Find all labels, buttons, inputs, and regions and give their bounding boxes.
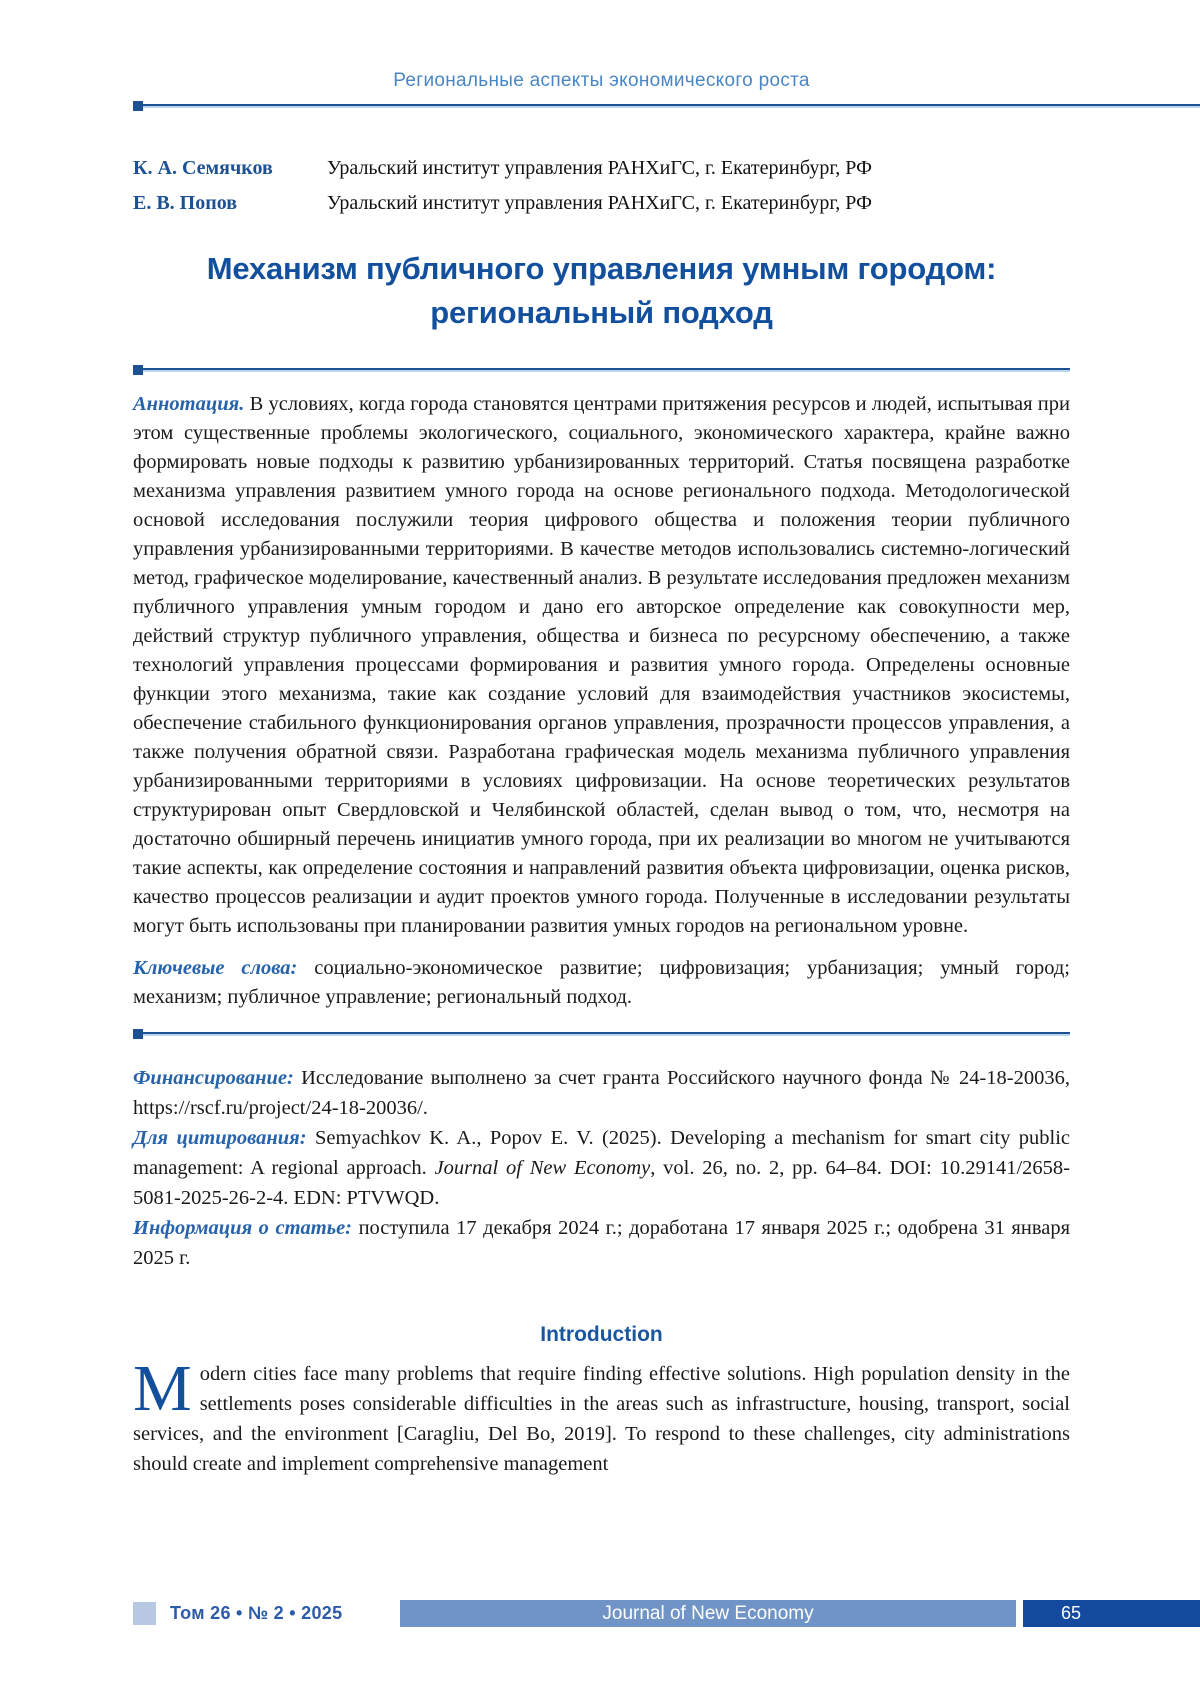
running-head: Региональные аспекты экономического роста: [393, 70, 810, 91]
abstract-text: В условиях, когда города становятся центрами притяжения ресурсов и людей, испытывая при этом существенные проблемы экологического, социального, экономического характера, крайне важно формировать новые подходы к развитию урбанизированных территорий. Статья посвящена разработке механизма управления развитием умного города на основе регионального подхода. Методологической основой исследования послужили теория цифрового общества и положения теории публичного управления урбанизированными территориями. В качестве методов использовались системно-логический метод, графическое моделирование, качественный анализ. В результате исследования предложен механизм публичного управления умным городом и дано его авторское определение как совокупности мер, действий структур публичного управления, общества и бизнеса по ресурсному обеспечению, а также технологий управления процессами формирования и развития умного города. Определены основные функции этого механизма, такие как создание условий для взаимодействия участников экосистемы, обеспечение стабильного функционирования органов управления, прозрачности процессов управления, а также получения обратной связи. Разработана графическая модель механизма публичного управления урбанизированными территориями в условиях цифровизации. На основе теоретических результатов структурирован опыт Свердловской и Челябинской областей, сделан вывод о том, что, несмотря на достаточно обширный перечень инициатив умного города, при их реализации во многом не учитываются такие аспекты, как определение состояния и направлений развития объекта цифровизации, оценка рисков, качество процессов реализации и аудит проектов умного города. Полученные в исследовании результаты могут быть использованы при планировании развития умных городов на региональном уровне.: [133, 393, 1070, 937]
article-info-label: Информация о статье:: [133, 1217, 353, 1239]
author-affiliation: Уральский институт управления РАНХиГС, г. Екатеринбург, РФ: [327, 157, 872, 179]
abstract-paragraph: [133, 390, 1070, 941]
citation-journal-name: Journal of New Economy: [434, 1157, 651, 1179]
introduction-text: odern cities face many problems that require finding effective solutions. High population density in the settlements poses considerable difficulties in the areas such as infrastructure, housing, transport, social services, and the environment [Caragliu, Del Bo, 2019]. To respond to these challenges, city administrations should create and implement comprehensive management: [133, 1363, 1070, 1475]
author-row: [133, 151, 1070, 186]
citation-paragraph: [133, 1123, 1070, 1213]
author-affiliation: Уральский институт управления РАНХиГС, г. Екатеринбург, РФ: [327, 192, 872, 214]
article-meta-block: [133, 1063, 1070, 1273]
keywords-divider-rule: [133, 1029, 1070, 1039]
introduction-paragraph: [133, 1352, 1070, 1479]
article-title: [133, 247, 1070, 335]
article-info-text: поступила 17 декабря 2024 г.; доработана 17 января 2025 г.; одобрена 31 января 2025 г.: [133, 1217, 1071, 1269]
article-title-line1: Механизм публичного управления умным городом:: [206, 251, 997, 286]
page-footer: [0, 1600, 1200, 1627]
authors-block: [133, 151, 1070, 221]
citation-text-before: Semyachkov K. A., Popov E. V. (2025). Developing a mechanism for smart city public management: A regional approach.: [133, 1127, 1070, 1179]
author-name: К. А. Семячков: [133, 157, 273, 179]
article-title-line2: региональный подход: [430, 295, 773, 330]
keywords-label: Ключевые слова:: [133, 957, 298, 979]
footer-volume-issue: Том 26 • № 2 • 2025: [170, 1603, 343, 1623]
funding-text: Исследование выполнено за счет гранта Российского научного фонда № 24-18-20036, https://rscf.ru/project/24-18-20036/.: [133, 1067, 1070, 1119]
drop-cap: M: [133, 1352, 192, 1425]
funding-label: Финансирование:: [133, 1067, 294, 1089]
abstract-label: Аннотация.: [133, 393, 245, 415]
author-row: [133, 186, 1070, 221]
introduction-heading: Introduction: [540, 1323, 663, 1346]
article-info-paragraph: [133, 1213, 1070, 1273]
footer-journal-banner: Journal of New Economy: [400, 1600, 1016, 1627]
citation-label: Для цитирования:: [133, 1127, 307, 1149]
funding-paragraph: [133, 1063, 1070, 1123]
author-name: Е. В. Попов: [133, 192, 238, 214]
citation-text-after: , vol. 26, no. 2, pp. 64–84. DOI: 10.29141/2658-5081-2025-26-2-4. EDN: PTVWQD.: [133, 1157, 1070, 1209]
title-divider-rule: [133, 365, 1070, 375]
footer-page-number: 65: [1023, 1600, 1200, 1627]
footer-square-icon: [133, 1602, 156, 1625]
header-rule: [133, 101, 1200, 111]
keywords-paragraph: [133, 954, 1070, 1012]
keywords-text: социально-экономическое развитие; цифровизация; урбанизация; умный город; механизм; публичное управление; региональный подход.: [133, 957, 1070, 1008]
